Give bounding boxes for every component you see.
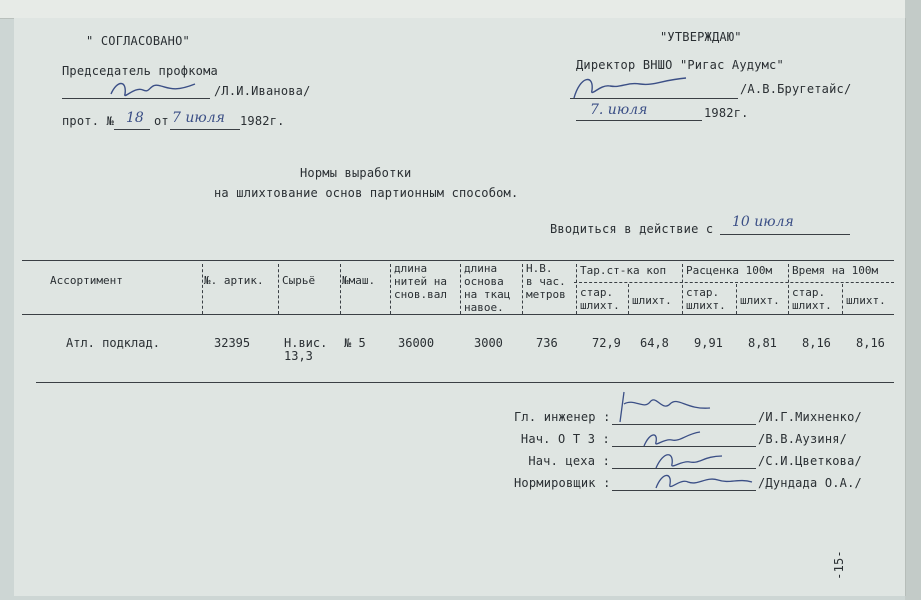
header-rate: Расценка 100м xyxy=(686,264,773,277)
cell-length-warp: 3000 xyxy=(474,336,503,350)
approval-date-line xyxy=(576,120,702,121)
header-norm-2: в час. xyxy=(526,275,566,288)
chairman-name: /Л.И.Иванова/ xyxy=(214,84,311,98)
header-machine: №маш. xyxy=(342,274,376,287)
signature-name: /И.Г.Михненко/ xyxy=(758,410,862,424)
cell-rate-old: 9,91 xyxy=(694,336,723,350)
signature-line xyxy=(612,424,756,425)
header-norm-3: метров xyxy=(526,288,566,301)
subheader-old-2: шлихт. xyxy=(686,299,726,312)
subheader-old-1: стар. xyxy=(580,286,614,299)
cell-tariff-old: 72,9 xyxy=(592,336,621,350)
protocol-from: от xyxy=(154,114,169,128)
header-norm-1: Н.В. xyxy=(526,262,553,275)
subheader-old-2: шлихт. xyxy=(580,299,620,312)
director-signature xyxy=(570,72,690,102)
table-bottom-border xyxy=(36,382,894,383)
table-top-border xyxy=(22,260,894,261)
cell-time-new: 8,16 xyxy=(856,336,885,350)
header-length-warp xyxy=(464,262,510,314)
cell-norm: 736 xyxy=(536,336,558,350)
cell-tariff-new: 64,8 xyxy=(640,336,669,350)
subheader-tariff-new: шлихт. xyxy=(632,294,672,307)
approval-date: 7. июля xyxy=(590,102,648,118)
normer-signature xyxy=(654,468,754,494)
subheader-old-1: стар. xyxy=(792,286,826,299)
col-sep xyxy=(522,264,523,314)
cell-assortment: Атл. подклад. xyxy=(66,336,160,350)
protocol-date: 7 июля xyxy=(172,110,225,126)
table-subheader-border xyxy=(574,282,894,283)
subheader-tariff-old xyxy=(580,286,620,312)
header-article: №. артик. xyxy=(204,274,264,287)
signature-role: Нач. О Т З : xyxy=(520,432,610,446)
effective-date: 10 июля xyxy=(732,214,794,230)
cell-time-old: 8,16 xyxy=(802,336,831,350)
signature-name: /С.И.Цветкова/ xyxy=(758,454,862,468)
table-header-border xyxy=(22,314,894,315)
col-sep xyxy=(682,264,683,314)
approved-heading: "УТВЕРЖДАЮ" xyxy=(660,30,742,44)
subheader-rate-old xyxy=(686,286,726,312)
protocol-year: 1982г. xyxy=(240,114,285,128)
col-sep xyxy=(460,264,461,314)
header-assortment: Ассортимент xyxy=(50,274,123,287)
subheader-time-new: шлихт. xyxy=(846,294,886,307)
col-sep xyxy=(278,264,279,314)
title-line-1: Нормы выработки xyxy=(300,166,412,180)
document-page xyxy=(14,18,906,596)
protocol-date-line xyxy=(170,129,240,130)
effective-label: Вводиться в действие с xyxy=(550,222,714,236)
cell-rate-new: 8,81 xyxy=(748,336,777,350)
protocol-prefix: прот. № xyxy=(62,114,114,128)
header-tariff: Тар.ст-ка коп xyxy=(580,264,667,277)
col-sep xyxy=(576,264,577,314)
header-length-threads-2: нитей на xyxy=(394,275,447,288)
signature-name: /В.В.Аузиня/ xyxy=(758,432,848,446)
col-sep xyxy=(202,264,203,314)
cell-raw-1: Н.вис. xyxy=(284,336,328,350)
cell-article: 32395 xyxy=(214,336,251,350)
cell-length-threads: 36000 xyxy=(398,336,435,350)
col-sep xyxy=(628,284,629,314)
chairman-label: Председатель профкома xyxy=(62,64,218,78)
col-sep xyxy=(340,264,341,314)
header-length-warp-1: длина xyxy=(464,262,498,275)
subheader-old-2: шлихт. xyxy=(792,299,832,312)
director-name: /А.В.Бругетайс/ xyxy=(740,82,852,96)
approval-year: 1982г. xyxy=(704,106,749,120)
protocol-number-line xyxy=(114,129,150,130)
header-length-threads-3: снов.вал xyxy=(394,288,447,301)
cell-machine: № 5 xyxy=(344,336,366,350)
otz-signature xyxy=(642,428,702,450)
signature-role: Нормировщик : xyxy=(514,476,611,490)
subheader-time-old xyxy=(792,286,832,312)
signature-role: Нач. цеха : xyxy=(528,454,610,468)
header-length-warp-2: основа xyxy=(464,275,504,288)
header-length-threads-1: длина xyxy=(394,262,428,275)
page-edge xyxy=(905,0,921,600)
header-raw: Сырьё xyxy=(282,274,316,287)
subheader-rate-new: шлихт. xyxy=(740,294,780,307)
col-sep xyxy=(736,284,737,314)
header-length-threads xyxy=(394,262,447,301)
director-label: Директор ВНШО "Ригас Аудумс" xyxy=(576,58,784,72)
header-time: Время на 100м xyxy=(792,264,879,277)
chief-engineer-signature xyxy=(614,388,714,424)
title-line-2: на шлихтование основ партионным способом. xyxy=(214,186,519,200)
effective-date-line xyxy=(720,234,850,235)
subheader-old-1: стар. xyxy=(686,286,720,299)
page-number: -15- xyxy=(831,550,846,580)
protocol-number: 18 xyxy=(126,110,144,126)
signature-role: Гл. инженер : xyxy=(514,410,611,424)
col-sep xyxy=(390,264,391,314)
col-sep xyxy=(788,264,789,314)
header-length-warp-4: навое. xyxy=(464,301,504,314)
col-sep xyxy=(842,284,843,314)
agreed-heading: " СОГЛАСОВАНО" xyxy=(86,34,190,48)
chairman-signature xyxy=(109,78,199,102)
header-length-warp-3: на ткац xyxy=(464,288,511,301)
signature-name: /Дундада О.А./ xyxy=(758,476,862,490)
header-norm xyxy=(526,262,566,301)
cell-raw-2: 13,3 xyxy=(284,349,313,363)
binder-strip xyxy=(0,0,921,19)
